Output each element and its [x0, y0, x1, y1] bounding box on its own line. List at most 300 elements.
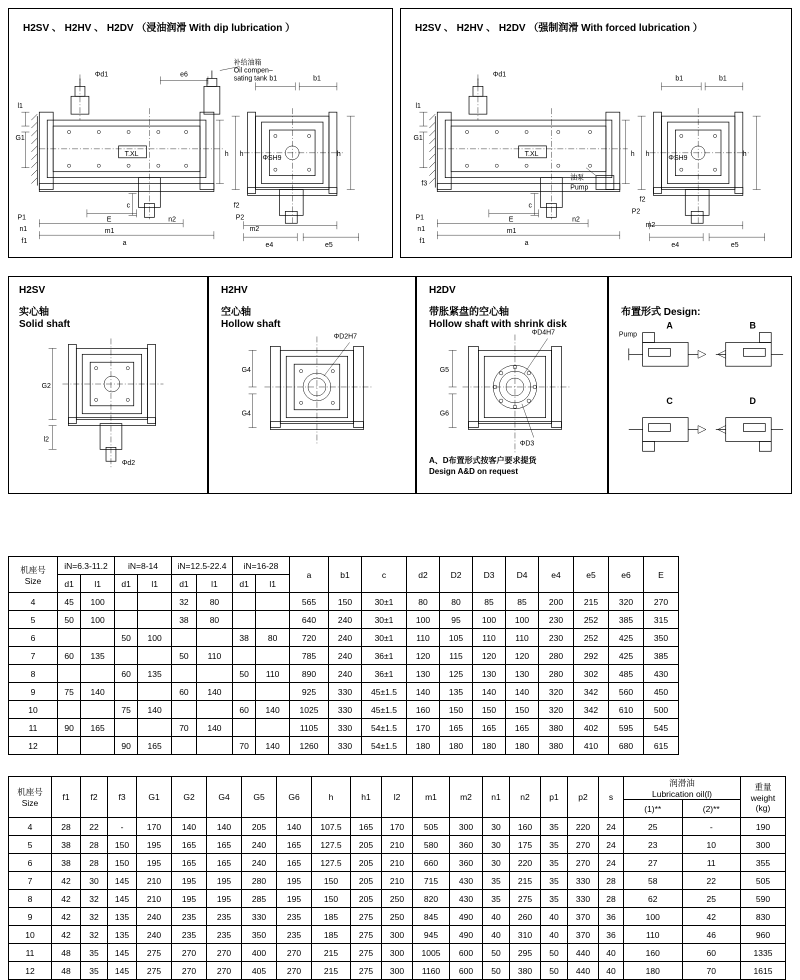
- cell: 42: [52, 926, 81, 944]
- cell: 640: [290, 611, 329, 629]
- table2-col-m1: m1: [413, 777, 450, 818]
- cell: 100: [407, 611, 440, 629]
- cell: 165: [506, 719, 539, 737]
- cell: 11: [682, 854, 741, 872]
- cell: 195: [137, 854, 172, 872]
- cell: 380: [510, 962, 541, 980]
- panel-design-arrangements: [608, 276, 792, 494]
- table-row: [9, 962, 786, 980]
- schematic-shrink-disk: [417, 277, 607, 493]
- cell: 595: [609, 719, 644, 737]
- svg-text:e6: e6: [180, 71, 188, 79]
- svg-text:n2: n2: [168, 216, 176, 224]
- cell: 410: [574, 737, 609, 755]
- cell: 330: [568, 872, 599, 890]
- cell: 235: [277, 908, 312, 926]
- cell: 140: [207, 818, 242, 836]
- cell: 107.5: [312, 818, 351, 836]
- svg-text:ΦD4H7: ΦD4H7: [531, 329, 555, 337]
- cell: 70: [233, 737, 256, 755]
- cell: 60: [58, 647, 81, 665]
- table2-col-l2: l2: [382, 777, 413, 818]
- svg-text:n2: n2: [572, 216, 580, 224]
- cell: 54±1.5: [362, 737, 407, 755]
- table-row: [9, 836, 786, 854]
- h2hv-code: H2HV: [221, 285, 248, 296]
- cell: 100: [81, 611, 115, 629]
- cell: 60: [172, 683, 197, 701]
- dimension-table-1: [8, 556, 679, 755]
- cell: 25: [682, 890, 741, 908]
- svg-text:Oil compen–: Oil compen–: [233, 67, 273, 75]
- cell: 180: [407, 737, 440, 755]
- cell: [196, 737, 232, 755]
- cell: 38: [172, 611, 197, 629]
- svg-text:ΦSH9: ΦSH9: [262, 154, 282, 162]
- cell: [233, 593, 256, 611]
- cell: 275: [510, 890, 541, 908]
- cell: 890: [290, 665, 329, 683]
- row-size: 7: [9, 872, 52, 890]
- cell: 300: [382, 944, 413, 962]
- cell: 270: [172, 962, 207, 980]
- cell: 135: [138, 665, 172, 683]
- cell: 45±1.5: [362, 701, 407, 719]
- table1-ratio-1: iN=6.3-11.2: [58, 557, 115, 575]
- table-row: [9, 737, 679, 755]
- cell: 50: [58, 611, 81, 629]
- table2-col-h: h: [312, 777, 351, 818]
- cell: 40: [483, 908, 510, 926]
- cell: 500: [644, 701, 679, 719]
- cell: 48: [52, 944, 81, 962]
- cell: 140: [196, 683, 232, 701]
- table1-size-cn: 机座号: [20, 564, 46, 575]
- table1-col-e4: e4: [539, 557, 574, 593]
- cell: [256, 611, 290, 629]
- cell: 24: [599, 854, 624, 872]
- cell: 170: [382, 818, 413, 836]
- cell: 180: [473, 737, 506, 755]
- cell: 150: [440, 701, 473, 719]
- cell: 235: [172, 926, 207, 944]
- cell: 220: [568, 818, 599, 836]
- cell: 22: [81, 818, 108, 836]
- cell: [81, 665, 115, 683]
- schematic-solid-shaft: [9, 277, 207, 493]
- cell: 195: [207, 890, 242, 908]
- table-row: [9, 854, 786, 872]
- cell: 302: [574, 665, 609, 683]
- cell: 250: [382, 890, 413, 908]
- svg-text:ΦSH9: ΦSH9: [668, 154, 688, 162]
- cell: [256, 593, 290, 611]
- cell: 180: [440, 737, 473, 755]
- svg-text:B: B: [749, 320, 756, 331]
- svg-text:Φd1: Φd1: [94, 71, 109, 79]
- svg-text:m2: m2: [249, 226, 260, 234]
- cell: 140: [196, 719, 232, 737]
- table2-col-m2: m2: [450, 777, 483, 818]
- table2-weight-header: [741, 777, 786, 818]
- cell: 70: [682, 962, 741, 980]
- cell: 110: [506, 629, 539, 647]
- cell: 140: [172, 818, 207, 836]
- cell: 320: [609, 593, 644, 611]
- table2-col-G4: G4: [207, 777, 242, 818]
- cell: 270: [568, 836, 599, 854]
- svg-text:G5: G5: [439, 367, 449, 375]
- panel-h2hv-hollow-shaft: [208, 276, 416, 494]
- cell: [172, 737, 197, 755]
- cell: 240: [329, 611, 362, 629]
- svg-text:f1: f1: [21, 238, 28, 246]
- cell: 35: [483, 872, 510, 890]
- cell: 252: [574, 611, 609, 629]
- cell: 545: [644, 719, 679, 737]
- svg-text:Pump: Pump: [618, 331, 637, 339]
- cell: 36: [599, 926, 624, 944]
- svg-text:Pump: Pump: [570, 184, 589, 192]
- svg-text:b1: b1: [269, 75, 278, 83]
- cell: 165: [473, 719, 506, 737]
- cell: 385: [644, 647, 679, 665]
- cell: 830: [741, 908, 786, 926]
- cell: 50: [541, 944, 568, 962]
- cell: 280: [242, 872, 277, 890]
- cell: 30: [483, 854, 510, 872]
- svg-text:E: E: [508, 216, 514, 224]
- cell: 40: [599, 944, 624, 962]
- cell: 32: [81, 908, 108, 926]
- cell: 145: [108, 962, 137, 980]
- cell: 32: [81, 890, 108, 908]
- cell: 300: [382, 926, 413, 944]
- svg-text:P2: P2: [235, 214, 245, 222]
- svg-text:e5: e5: [730, 242, 739, 250]
- table-row: [9, 611, 679, 629]
- svg-text:Φd1: Φd1: [492, 71, 507, 79]
- schematic-hollow-shaft: [209, 277, 415, 493]
- cell: 60: [115, 665, 138, 683]
- cell: 430: [644, 665, 679, 683]
- cell: 330: [242, 908, 277, 926]
- cell: 80: [407, 593, 440, 611]
- svg-text:n1: n1: [417, 226, 426, 234]
- cell: 100: [138, 629, 172, 647]
- svg-text:G1: G1: [15, 134, 25, 142]
- cell: [138, 593, 172, 611]
- svg-text:C: C: [666, 395, 673, 406]
- cell: 28: [599, 872, 624, 890]
- cell: 205: [242, 818, 277, 836]
- cell: 1335: [741, 944, 786, 962]
- design-title: 布置形式 Design:: [621, 307, 701, 318]
- cell: 145: [108, 872, 137, 890]
- cell: 205: [351, 836, 382, 854]
- cell: [138, 719, 172, 737]
- cell: 110: [196, 647, 232, 665]
- cell: 270: [277, 962, 312, 980]
- cell: 24: [599, 818, 624, 836]
- cell: 252: [574, 629, 609, 647]
- cell: 165: [81, 719, 115, 737]
- svg-text:c: c: [528, 202, 533, 210]
- row-size: 9: [9, 683, 58, 701]
- cell: 50: [483, 944, 510, 962]
- cell: 300: [741, 836, 786, 854]
- cell: 945: [413, 926, 450, 944]
- row-size: 10: [9, 701, 58, 719]
- cell: 28: [52, 818, 81, 836]
- cell: 150: [473, 701, 506, 719]
- cell: 600: [450, 962, 483, 980]
- cell: 40: [483, 926, 510, 944]
- cell: 270: [207, 962, 242, 980]
- schematic-dip-lubrication: [9, 9, 392, 257]
- cell: 330: [329, 683, 362, 701]
- cell: 270: [277, 944, 312, 962]
- cell: 75: [58, 683, 81, 701]
- cell: 205: [351, 854, 382, 872]
- cell: [115, 719, 138, 737]
- svg-text:m1: m1: [104, 228, 115, 236]
- table2-oil-col-2: (2)**: [682, 800, 741, 818]
- table1-sub-l1-3: l1: [196, 575, 232, 593]
- svg-text:A: A: [666, 320, 673, 331]
- svg-text:b1: b1: [313, 75, 321, 83]
- table-row: [9, 647, 679, 665]
- cell: 205: [351, 890, 382, 908]
- cell: 270: [568, 854, 599, 872]
- svg-text:l2: l2: [43, 436, 50, 444]
- cell: 610: [609, 701, 644, 719]
- table1-col-b1: b1: [329, 557, 362, 593]
- cell: 58: [624, 872, 683, 890]
- cell: 380: [539, 737, 574, 755]
- cell: 45±1.5: [362, 683, 407, 701]
- table2-col-f1: f1: [52, 777, 81, 818]
- cell: [115, 647, 138, 665]
- table-row: [9, 944, 786, 962]
- cell: 127.5: [312, 854, 351, 872]
- cell: 565: [290, 593, 329, 611]
- cell: 270: [172, 944, 207, 962]
- cell: 1160: [413, 962, 450, 980]
- cell: 280: [539, 665, 574, 683]
- cell: 38: [52, 836, 81, 854]
- row-size: 10: [9, 926, 52, 944]
- cell: 165: [138, 737, 172, 755]
- cell: 320: [539, 683, 574, 701]
- cell: 85: [506, 593, 539, 611]
- cell: 342: [574, 683, 609, 701]
- h2hv-en: Hollow shaft: [221, 319, 281, 330]
- table-row: [9, 683, 679, 701]
- cell: 135: [440, 683, 473, 701]
- cell: 250: [382, 908, 413, 926]
- cell: 230: [539, 629, 574, 647]
- cell: [138, 647, 172, 665]
- cell: 275: [351, 962, 382, 980]
- svg-text:a: a: [122, 240, 127, 248]
- table2-col-h1: h1: [351, 777, 382, 818]
- svg-text:T.XL: T.XL: [124, 150, 139, 158]
- table2-oil-en: Lubrication oil(l): [652, 789, 712, 799]
- svg-text:E: E: [106, 216, 112, 224]
- table1-ratio-4: iN=16-28: [233, 557, 290, 575]
- cell: 310: [510, 926, 541, 944]
- cell: 385: [609, 611, 644, 629]
- table-row: [9, 818, 786, 836]
- cell: 215: [510, 872, 541, 890]
- cell: 60: [682, 944, 741, 962]
- cell: 440: [568, 944, 599, 962]
- cell: 260: [510, 908, 541, 926]
- table1-sub-d1-1: d1: [58, 575, 81, 593]
- svg-text:h: h: [630, 150, 635, 158]
- cell: 275: [137, 962, 172, 980]
- h2dv-code: H2DV: [429, 285, 456, 296]
- cell: 35: [541, 890, 568, 908]
- cell: 240: [137, 908, 172, 926]
- svg-text:补给油箱: 补给油箱: [233, 59, 262, 67]
- cell: 485: [609, 665, 644, 683]
- table1-sub-l1-1: l1: [81, 575, 115, 593]
- table2-col-G6: G6: [277, 777, 312, 818]
- cell: 330: [329, 737, 362, 755]
- svg-text:D: D: [749, 395, 756, 406]
- cell: [233, 683, 256, 701]
- cell: 300: [382, 962, 413, 980]
- cell: 90: [115, 737, 138, 755]
- row-size: 11: [9, 944, 52, 962]
- cell: 1105: [290, 719, 329, 737]
- cell: 100: [81, 593, 115, 611]
- cell: 430: [450, 890, 483, 908]
- cell: 210: [382, 836, 413, 854]
- row-size: 9: [9, 908, 52, 926]
- svg-text:ΦD3: ΦD3: [519, 440, 535, 448]
- table2-oil-cn: 润滑油: [669, 778, 695, 788]
- cell: 195: [277, 872, 312, 890]
- cell: 36±1: [362, 647, 407, 665]
- cell: [172, 629, 197, 647]
- cell: 35: [483, 890, 510, 908]
- cell: 300: [450, 818, 483, 836]
- cell: 120: [506, 647, 539, 665]
- cell: 90: [58, 719, 81, 737]
- dimension-table-2: [8, 776, 786, 980]
- cell: 785: [290, 647, 329, 665]
- svg-text:l1: l1: [415, 103, 421, 111]
- cell: [58, 701, 81, 719]
- cell: 75: [115, 701, 138, 719]
- table1-sub-l1-4: l1: [256, 575, 290, 593]
- svg-text:sating tank: sating tank: [233, 75, 268, 83]
- cell: 135: [108, 908, 137, 926]
- cell: 40: [541, 926, 568, 944]
- cell: 380: [539, 719, 574, 737]
- cell: 370: [568, 926, 599, 944]
- cell: [256, 719, 290, 737]
- panel-title-forced: H2SV 、 H2HV 、 H2DV （强制润滑 With forced lubrication ）: [415, 23, 703, 34]
- cell: 40: [599, 962, 624, 980]
- cell: 38: [233, 629, 256, 647]
- row-size: 5: [9, 836, 52, 854]
- row-size: 12: [9, 737, 58, 755]
- cell: 23: [624, 836, 683, 854]
- h2dv-en: Hollow shaft with shrink disk: [429, 319, 567, 330]
- cell: [58, 737, 81, 755]
- cell: 160: [407, 701, 440, 719]
- cell: [172, 665, 197, 683]
- cell: 350: [242, 926, 277, 944]
- table1-col-d2: d2: [407, 557, 440, 593]
- svg-text:m2: m2: [645, 222, 656, 230]
- table2-weight-en: weight: [750, 793, 776, 803]
- cell: 85: [473, 593, 506, 611]
- cell: 240: [329, 665, 362, 683]
- cell: 42: [682, 908, 741, 926]
- cell: 360: [450, 836, 483, 854]
- cell: 210: [137, 890, 172, 908]
- cell: 45: [58, 593, 81, 611]
- svg-text:T.XL: T.XL: [524, 150, 539, 158]
- cell: 35: [541, 836, 568, 854]
- table-row: [9, 719, 679, 737]
- cell: 400: [242, 944, 277, 962]
- svg-text:G6: G6: [439, 410, 449, 418]
- table2-oil-header: [624, 777, 741, 800]
- cell: 42: [52, 872, 81, 890]
- cell: 195: [172, 890, 207, 908]
- cell: 195: [207, 872, 242, 890]
- cell: 165: [172, 854, 207, 872]
- table1-col-D2: D2: [440, 557, 473, 593]
- cell: 615: [644, 737, 679, 755]
- svg-text:e4: e4: [671, 242, 680, 250]
- cell: 140: [473, 683, 506, 701]
- table2-col-n2: n2: [510, 777, 541, 818]
- cell: 402: [574, 719, 609, 737]
- table-row: [9, 926, 786, 944]
- h2sv-code: H2SV: [19, 285, 46, 296]
- table2-col-G1: G1: [137, 777, 172, 818]
- svg-text:h: h: [336, 150, 341, 158]
- cell: 240: [329, 647, 362, 665]
- cell: 32: [172, 593, 197, 611]
- cell: [256, 647, 290, 665]
- cell: 62: [624, 890, 683, 908]
- table-row: [9, 908, 786, 926]
- svg-text:h: h: [742, 150, 747, 158]
- cell: 1005: [413, 944, 450, 962]
- cell: 405: [242, 962, 277, 980]
- cell: 165: [440, 719, 473, 737]
- cell: 180: [624, 962, 683, 980]
- drawing-panel-forced-lubrication: [400, 8, 792, 258]
- cell: 32: [81, 926, 108, 944]
- cell: 240: [242, 854, 277, 872]
- h2hv-cn: 空心轴: [221, 307, 251, 318]
- svg-text:n1: n1: [19, 226, 28, 234]
- cell: 270: [207, 944, 242, 962]
- svg-text:P2: P2: [631, 208, 641, 216]
- cell: 150: [329, 593, 362, 611]
- schematic-forced-lubrication: [401, 9, 791, 257]
- cell: 195: [277, 890, 312, 908]
